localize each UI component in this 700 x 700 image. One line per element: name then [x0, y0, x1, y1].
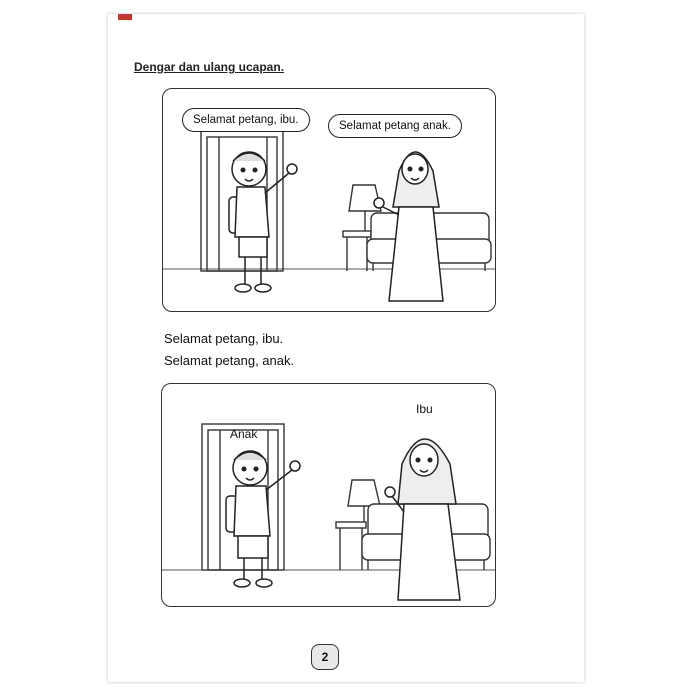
label-mother: Ibu [416, 402, 433, 416]
boy-figure [226, 451, 300, 587]
speech-bubble-child: Selamat petang, ibu. [182, 108, 310, 132]
illustration-panel-labeled [161, 383, 496, 607]
corner-marker [118, 14, 132, 20]
labeled-scene-illustration [162, 384, 495, 606]
dialogue-line-mother: Selamat petang, anak. [164, 353, 295, 368]
speech-bubble-mother: Selamat petang anak. [328, 114, 462, 138]
page-number-badge: 2 [311, 644, 339, 670]
dialogue-line-child: Selamat petang, ibu. [164, 331, 284, 346]
instruction-heading: Dengar dan ulang ucapan. [134, 60, 285, 74]
label-child: Anak [230, 427, 258, 441]
